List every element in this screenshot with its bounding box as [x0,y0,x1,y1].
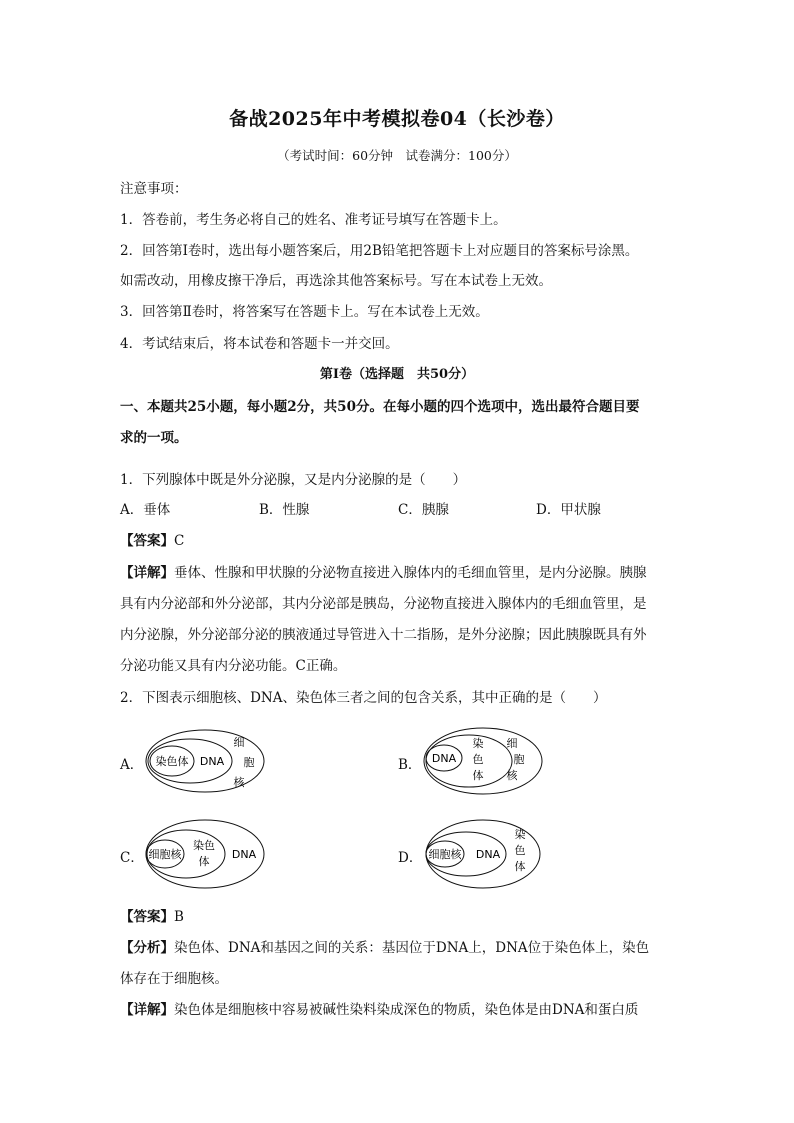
label-inner: 细胞核 [428,848,462,861]
notice-item-2-cont: 如需改动，用橡皮擦干净后，再选涂其他答案标号。写在本试卷上无效。 [120,273,552,289]
analysis-tag: 【分析】 [120,940,174,956]
label-mid: DNA [199,755,225,768]
notice-item-4: 4．考试结束后，将本试卷和答题卡一并交回。 [120,336,399,352]
section-instruction-2: 求的一项。 [120,430,188,446]
q2-detail-line-1 [120,998,638,1018]
label-outer-2: 胞 [243,756,255,769]
label-outer: DNA [231,848,257,861]
q1-stem: 1．下列腺体中既是外分泌腺，又是内分泌腺的是（ ） [120,472,467,488]
q2-option-d-diagram [424,818,542,890]
q1-detail-line-4: 分泌功能又具有内分泌功能。C正确。 [120,658,347,674]
q2-answer: B [174,909,184,925]
label-outer-1: 细 [506,737,518,750]
exam-title: 备战2025年中考模拟卷04（长沙卷） [229,108,565,130]
label-mid: DNA [475,848,501,861]
q1-option-a: A．垂体 [120,502,171,518]
q1-option-b: B．性腺 [259,502,310,518]
q2-option-c-letter: C． [120,850,144,866]
q1-detail-line-3: 内分泌腺，外分泌部分泌的胰液通过导管进入十二指肠，是外分泌腺；因此胰腺既具有外 [120,627,647,643]
q2-option-b-letter: B． [398,757,422,773]
q2-option-a-diagram [144,728,266,794]
notice-item-1: 1．答卷前，考生务必将自己的姓名、准考证号填写在答题卡上。 [120,212,507,228]
label-inner: 细胞核 [148,848,182,861]
label-mid-2: 色 [472,753,484,766]
answer-tag: 【答案】 [120,533,174,549]
q1-answer-line [120,529,184,549]
detail-tag: 【详解】 [120,1002,174,1018]
label-outer-1: 染 [514,828,526,841]
q1-option-d: D．甲状腺 [536,502,601,518]
label-outer-1: 细 [233,736,245,749]
q1-detail-line-1 [120,561,647,581]
q2-analysis-line-1 [120,936,649,956]
label-mid-3: 体 [472,769,484,782]
q2-analysis-text: 染色体、DNA和基因之间的关系：基因位于DNA上，DNA位于染色体上，染色 [174,940,650,956]
q2-analysis-line-2: 体存在于细胞核。 [120,971,228,987]
q1-option-c: C．胰腺 [398,502,449,518]
q2-option-b-diagram [422,725,544,795]
label-mid-1: 染色 [193,839,215,852]
label-outer-3: 核 [233,776,245,789]
label-outer-3: 体 [514,860,526,873]
q1-detail-text: 垂体、性腺和甲状腺的分泌物直接进入腺体内的毛细血管里，是内分泌腺。胰腺 [174,565,647,581]
notice-item-2: 2．回答第Ⅰ卷时，选出每小题答案后，用2B铅笔把答题卡上对应题目的答案标号涂黑。 [120,243,639,259]
q2-option-a-letter: A． [120,757,144,773]
q2-stem: 2．下图表示细胞核、DNA、染色体三者之间的包含关系，其中正确的是（ ） [120,690,607,706]
label-outer-2: 胞 [513,753,525,766]
label-inner: DNA [431,752,457,765]
label-mid-2: 体 [198,855,210,868]
label-outer-2: 色 [514,844,526,857]
label-inner: 染色体 [155,755,189,768]
section-title: 第Ⅰ卷（选择题 共50分） [319,367,475,382]
q1-answer: C [174,533,185,549]
label-outer-3: 核 [506,769,518,782]
q2-option-c-diagram [144,818,266,890]
answer-tag: 【答案】 [120,909,174,925]
detail-tag: 【详解】 [120,565,174,581]
q2-answer-line [120,905,184,925]
notice-heading: 注意事项： [120,181,188,197]
q2-detail-text: 染色体是细胞核中容易被碱性染料染成深色的物质，染色体是由DNA和蛋白质 [174,1002,639,1018]
section-instruction-1: 一、本题共25小题，每小题2分，共50分。在每小题的四个选项中，选出最符合题目要 [120,399,640,415]
exam-subtitle: （考试时间：60分钟 试卷满分：100分） [277,148,517,163]
label-mid-1: 染 [472,737,484,750]
notice-item-3: 3．回答第Ⅱ卷时，将答案写在答题卡上。写在本试卷上无效。 [120,304,489,320]
q2-option-d-letter: D． [398,850,423,866]
q1-detail-line-2: 具有内分泌部和外分泌部，其内分泌部是胰岛，分泌物直接进入腺体内的毛细血管里，是 [120,596,647,612]
